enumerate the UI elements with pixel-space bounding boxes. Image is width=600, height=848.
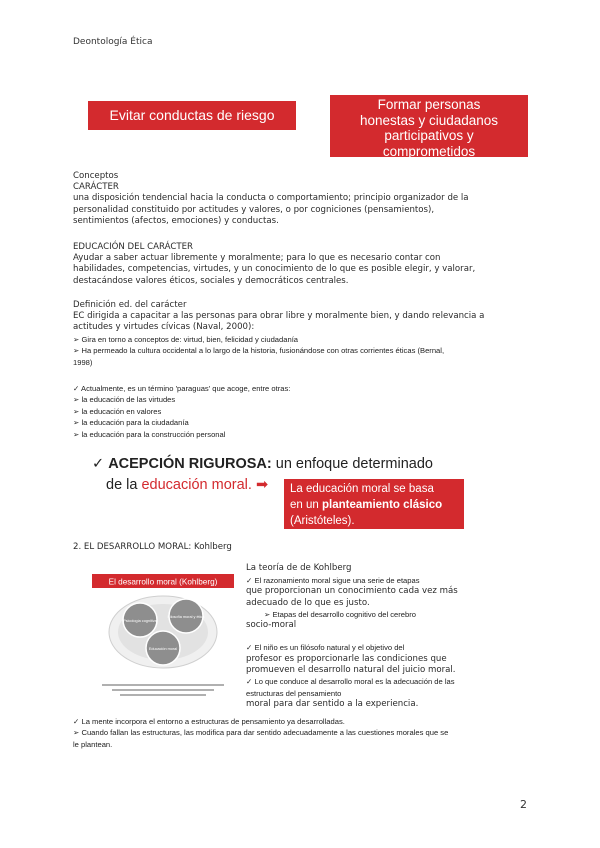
page-number: 2 (520, 798, 527, 811)
paraguas-item: ➢ la educación para la construcción personal (73, 429, 226, 439)
goal-line-3: participativos y (384, 128, 474, 143)
conceptos-heading: Conceptos (73, 171, 119, 181)
caption-line (112, 689, 214, 691)
paraguas-list (73, 383, 543, 440)
caracter-line: sentimientos (afectos, emociones) y conductas. (73, 215, 279, 226)
box3-line-1: La educación moral se basa (290, 483, 434, 495)
teoria-line: adecuado de lo que es justo. (246, 597, 370, 608)
educacion-line: habilidades, competencias, virtudes, y un conocimiento de lo que es posible elegir, y valorar, (73, 264, 476, 275)
teoria-line: ✓ Lo que conduce al desarrollo moral es la adecuación de las (246, 677, 455, 687)
teoria-line: estructuras del pensamiento (246, 688, 342, 698)
teoria-line: promueven el desarrollo natural del juicio moral. (246, 665, 456, 676)
definicion-title: Definición ed. del carácter (73, 300, 187, 310)
definicion-line: actitudes y virtudes cívicas (Naval, 2000): (73, 322, 255, 333)
educacion-line: Ayudar a saber actuar libremente y moralmente; para lo que es necesario contar con (73, 253, 441, 264)
box3-line-2-prefix: en un (290, 499, 322, 511)
teoria-line: ✓ El niño es un filósofo natural y el objetivo del (246, 643, 405, 653)
goal-line-2: honestas y ciudadanos (359, 112, 499, 128)
goal-line-1: Formar personas (377, 97, 481, 112)
teoria-line: ✓ El razonamiento moral sigue una serie de etapas (246, 576, 420, 585)
paraguas-item: ➢ la educación en valores (73, 406, 162, 416)
classic-approach-box (284, 479, 464, 529)
document-header: Deontología Ética (73, 37, 153, 47)
bullet-item: ➢ Ha permeado la cultura occidental a lo largo de la historia, fusionándose con otras corrientes éticas (Bernal, (73, 346, 445, 356)
caracter-line: personalidad constituido por actitudes y valores, o por cogniciones (pensamientos), (73, 204, 435, 215)
caption-line (102, 684, 224, 686)
check-icon: ✓ (92, 456, 105, 472)
caption-line (120, 694, 206, 696)
acepcion-rest: un enfoque determinado (271, 456, 433, 472)
caracter-title: CARÁCTER (73, 182, 119, 193)
bottom-notes (73, 716, 543, 750)
diagram-graphic (92, 572, 234, 704)
teoria-line: moral para dar sentido a la experiencia. (246, 699, 419, 710)
teoria-spacer (246, 631, 546, 642)
bullet-item: 1998) (73, 357, 93, 367)
kohlberg-theory-title: La teoría de de Kohlberg (246, 563, 352, 573)
bottom-line: ➢ Cuando fallan las estructuras, las modifica para dar sentido adecuadamente a las cuestiones morales que se (73, 728, 449, 738)
acepcion-bold: ACEPCIÓN RIGUROSA: (108, 456, 272, 472)
educacion-moral-text: educación moral. (141, 477, 252, 493)
goal-line-4: comprometidos (382, 143, 476, 159)
risk-box: Evitar conductas de riesgo (88, 101, 296, 130)
teoria-line: que proporcionan un conocimiento cada vez más (246, 586, 458, 597)
teoria-line: ➢ Etapas del desarrollo cognitivo del cerebro (264, 609, 416, 619)
paraguas-intro: ✓ Actualmente, es un término 'paraguas' que acoge, entre otras: (73, 384, 291, 393)
bottom-line: ✓ La mente incorpora el entorno a estructuras de pensamiento ya desarrolladas. (73, 717, 345, 726)
goal-box (330, 95, 528, 157)
circle3-label: Educación moral (148, 647, 178, 651)
section-2-title: 2. EL DESARROLLO MORAL: Kohlberg (73, 542, 232, 552)
educacion-section (73, 242, 533, 287)
diagram-header-text: El desarrollo moral (Kohlberg) (108, 577, 218, 587)
teoria-line: profesor es proporcionarle las condiciones que (246, 653, 447, 664)
teoria-line: socio-moral (246, 620, 297, 631)
acepcion-line2-prefix: de la (106, 477, 142, 493)
definicion-bullets (73, 334, 543, 368)
educacion-line: destacándose valores éticos, sociales y democráticos centrales. (73, 275, 349, 286)
caracter-line: una disposición tendencial hacia la conducta o comportamiento; principio organizador de la (73, 193, 469, 204)
circle2-label: Filosofía moral y ética (167, 615, 205, 619)
kohlberg-theory-text (246, 575, 546, 710)
conceptos-section (73, 171, 533, 227)
bullet-item: ➢ Gira en torno a conceptos de: virtud, bien, felicidad y ciudadanía (73, 335, 299, 344)
paraguas-item: ➢ la educación de las virtudes (73, 395, 176, 405)
paraguas-item: ➢ la educación para la ciudadanía (73, 418, 189, 428)
box3-line-2-bold: planteamiento clásico (321, 499, 443, 511)
definicion-section (73, 300, 533, 334)
box3-line-3: (Aristóteles). (290, 515, 355, 527)
definicion-line: EC dirigida a capacitar a las personas para obrar libre y moralmente bien, y dando relevancia a (73, 311, 485, 322)
arrow-right-icon: ➡ (255, 477, 269, 493)
circle1-label: Psicología cognitiva (123, 619, 157, 623)
kohlberg-diagram (92, 572, 234, 704)
bottom-line: le plantean. (73, 739, 113, 749)
educacion-title: EDUCACIÓN DEL CARÁCTER (73, 242, 193, 252)
